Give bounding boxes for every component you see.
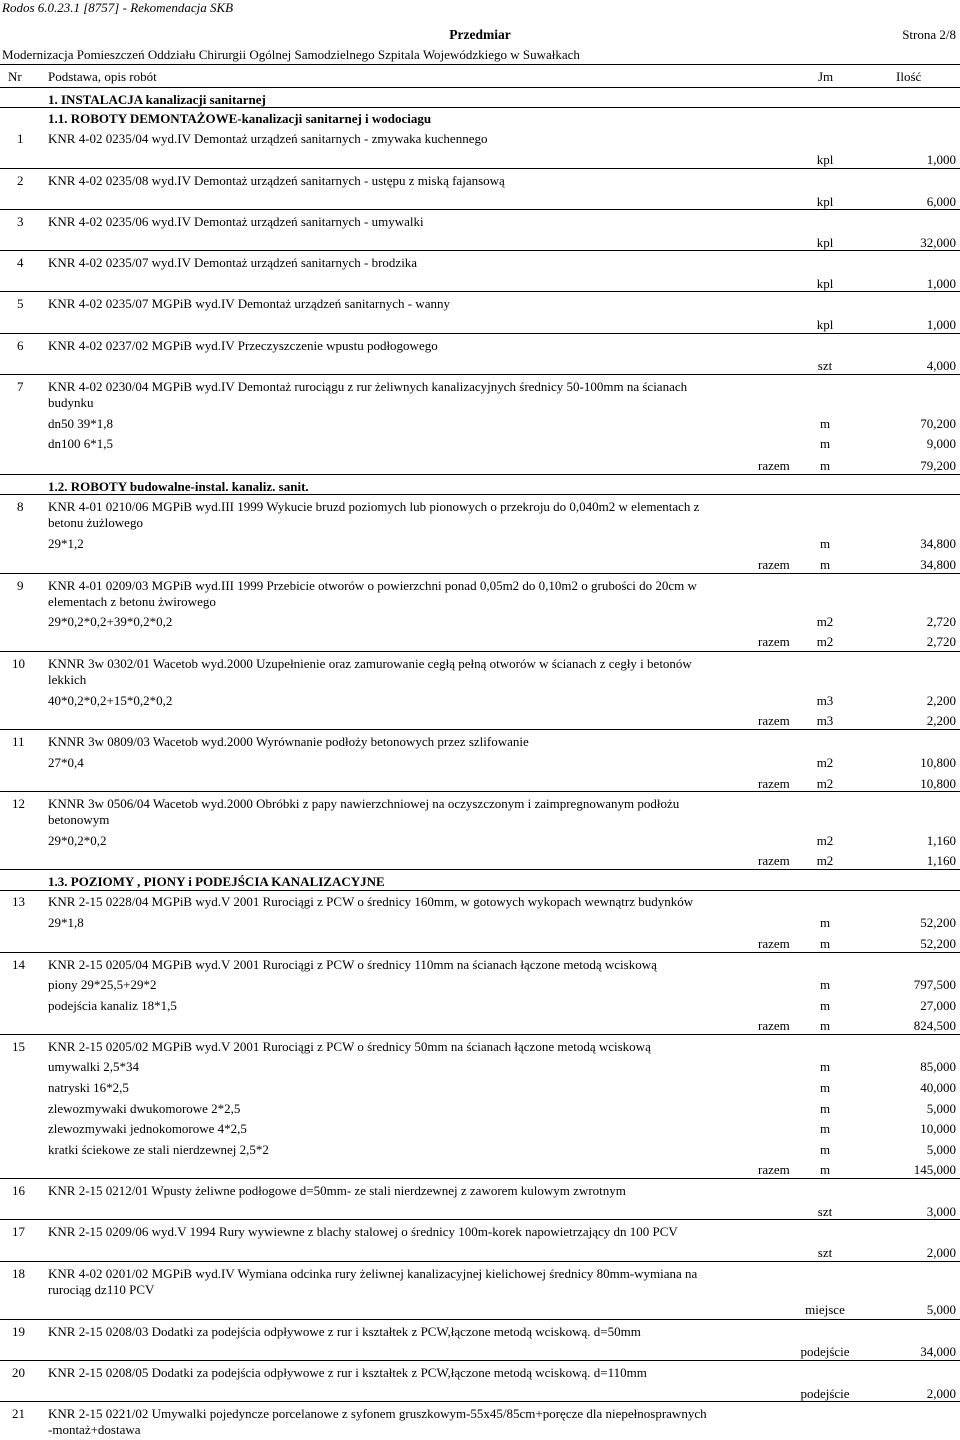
- calculation-expression: 27*0,4: [48, 755, 84, 770]
- item-number: 17: [12, 1224, 25, 1239]
- item-description: KNNR 3w 0506/04 Wacetob wyd.2000 Obróbki z papy nawierzchniowej na oczyszczonym i zaimpregnowanym podłożu: [48, 796, 680, 811]
- item-number: 16: [12, 1183, 25, 1198]
- item-unit: kpl: [816, 194, 834, 209]
- razem-label: razem: [758, 853, 790, 868]
- item-description: KNR 2-15 0205/04 MGPiB wyd.V 2001 Rurociągi z PCW o średnicy 110mm na ścianach łączone metodą wciskową: [48, 957, 657, 972]
- section-heading: 1.2. ROBOTY budowalne-instal. kanaliz. sanit.: [48, 479, 309, 494]
- razem-label: razem: [758, 713, 790, 728]
- section-heading: 1.3. POZIOMY , PIONY i PODEJŚCIA KANALIZACYJNE: [48, 874, 385, 889]
- row-divider: [0, 1319, 960, 1320]
- row-divider: [0, 729, 960, 730]
- section-heading: 1.1. ROBOTY DEMONTAŻOWE-kanalizacji sanitarnej i wodociagu: [48, 111, 432, 126]
- razem-quantity: 1,160: [926, 853, 956, 868]
- calculation-expression: natryski 16*2,5: [48, 1080, 129, 1095]
- item-description: KNR 2-15 0221/02 Umywalki pojedyncze porcelanowe z syfonem gruszkowym-55x45/85cm+poręcze dla niepełnosprawnych: [48, 1406, 707, 1421]
- calculation-unit: m: [819, 1059, 831, 1074]
- calculation-unit: m: [819, 1080, 831, 1095]
- razem-label: razem: [758, 458, 790, 473]
- calculation-unit: m: [819, 416, 831, 431]
- calculation-quantity: 52,200: [920, 915, 956, 930]
- razem-label: razem: [758, 1018, 790, 1033]
- razem-quantity: 10,800: [920, 776, 956, 791]
- item-unit: szt: [817, 358, 833, 373]
- item-description: KNR 2-15 0228/04 MGPiB wyd.V 2001 Rurociągi z PCW o średnicy 160mm, w gotowych wykopach wewnątrz budynków: [48, 894, 694, 909]
- razem-quantity: 145,000: [913, 1162, 956, 1177]
- item-description-continued: elementach z betonu żwirowego: [48, 594, 216, 609]
- item-description: KNR 4-02 0235/07 wyd.IV Demontaż urządzeń sanitarnych - brodzika: [48, 255, 418, 270]
- item-unit: podejście: [800, 1386, 850, 1401]
- item-quantity: 1,000: [926, 317, 956, 332]
- row-divider: [0, 250, 960, 251]
- calculation-quantity: 797,500: [913, 977, 956, 992]
- item-number: 18: [12, 1266, 25, 1281]
- item-unit: kpl: [816, 317, 834, 332]
- item-number: 12: [12, 796, 25, 811]
- razem-unit: m: [819, 936, 831, 951]
- item-number: 7: [17, 379, 24, 394]
- item-description: KNR 4-02 0235/07 MGPiB wyd.IV Demontaż urządzeń sanitarnych - wanny: [48, 296, 450, 311]
- item-unit: szt: [817, 1245, 833, 1260]
- item-description: KNNR 3w 0302/01 Wacetob wyd.2000 Uzupełnienie oraz zamurowanie cegłą pełną otworów w ścianach z cegły i betonów: [48, 656, 692, 671]
- header-rule: [0, 64, 960, 65]
- calculation-quantity: 27,000: [920, 998, 956, 1013]
- calculation-expression: 29*0,2*0,2+39*0,2*0,2: [48, 614, 173, 629]
- row-divider: [0, 209, 960, 210]
- row-divider: [0, 1034, 960, 1035]
- calculation-expression: 40*0,2*0,2+15*0,2*0,2: [48, 693, 173, 708]
- razem-unit: m2: [816, 776, 834, 791]
- item-number: 6: [17, 338, 24, 353]
- calculation-expression: kratki ściekowe ze stali nierdzewnej 2,5*2: [48, 1142, 269, 1157]
- row-divider: [0, 890, 960, 891]
- item-quantity: 5,000: [926, 1302, 956, 1317]
- item-description: KNR 4-02 0235/08 wyd.IV Demontaż urządzeń sanitarnych - ustępu z miską fajansową: [48, 173, 505, 188]
- column-header-quantity: Ilość: [896, 69, 922, 84]
- calculation-quantity: 2,720: [926, 614, 956, 629]
- row-divider: [0, 952, 960, 953]
- row-divider: [0, 1360, 960, 1361]
- item-number: 21: [12, 1406, 25, 1421]
- item-unit: podejście: [800, 1344, 850, 1359]
- calculation-expression: 29*1,8: [48, 915, 84, 930]
- row-divider: [0, 494, 960, 495]
- item-number: 9: [17, 578, 24, 593]
- item-quantity: 6,000: [926, 194, 956, 209]
- item-description: KNR 4-02 0230/04 MGPiB wyd.IV Demontaż rurociągu z rur żeliwnych kanalizacyjnych średnicy 50-100mm na ścianach: [48, 379, 688, 394]
- row-divider: [0, 573, 960, 574]
- item-description: KNR 2-15 0208/03 Dodatki za podejścia odpływowe z rur i kształtek z PCW,łączone metodą wciskową. d=50mm: [48, 1324, 641, 1339]
- calculation-unit: m: [819, 1101, 831, 1116]
- item-number: 1: [17, 131, 24, 146]
- item-description: KNR 4-02 0201/02 MGPiB wyd.IV Wymiana odcinka rury żeliwnej kanalizacyjnej kielichowej średnicy 80mm-wymiana na: [48, 1266, 698, 1281]
- item-quantity: 1,000: [926, 152, 956, 167]
- item-description: KNR 4-02 0237/02 MGPiB wyd.IV Przeczyszczenie wpustu podłogowego: [48, 338, 438, 353]
- item-description-continued: betonu żużlowego: [48, 515, 143, 530]
- calculation-expression: zlewozmywaki jednokomorowe 4*2,5: [48, 1121, 247, 1136]
- item-unit: kpl: [816, 152, 834, 167]
- razem-quantity: 79,200: [920, 458, 956, 473]
- item-number: 2: [17, 173, 24, 188]
- razem-label: razem: [758, 557, 790, 572]
- calculation-expression: zlewozmywaki dwukomorowe 2*2,5: [48, 1101, 241, 1116]
- page-number: Strona 2/8: [902, 27, 956, 42]
- column-header-description: Podstawa, opis robót: [48, 69, 157, 84]
- item-unit: kpl: [816, 235, 834, 250]
- project-name: Modernizacja Pomieszczeń Oddziału Chirurgii Ogólnej Samodzielnego Szpitala Wojewódzkiego w Suwałkach: [2, 47, 580, 62]
- razem-label: razem: [758, 634, 790, 649]
- column-header-rule: [0, 87, 960, 88]
- item-quantity: 2,000: [926, 1245, 956, 1260]
- razem-quantity: 824,500: [913, 1018, 956, 1033]
- calculation-quantity: 34,800: [920, 536, 956, 551]
- row-divider: [0, 374, 960, 375]
- calculation-quantity: 10,800: [920, 755, 956, 770]
- item-description: KNNR 3w 0809/03 Wacetob wyd.2000 Wyrównanie podłoży betonowych przez szlifowanie: [48, 734, 529, 749]
- razem-label: razem: [758, 776, 790, 791]
- item-number: 14: [12, 957, 25, 972]
- row-divider: [0, 651, 960, 652]
- calculation-expression: dn50 39*1,8: [48, 416, 113, 431]
- item-quantity: 34,000: [920, 1344, 956, 1359]
- calculation-quantity: 10,000: [920, 1121, 956, 1136]
- calculation-unit: m: [819, 1121, 831, 1136]
- razem-label: razem: [758, 936, 790, 951]
- calculation-unit: m: [819, 977, 831, 992]
- row-divider: [0, 107, 960, 108]
- item-number: 13: [12, 894, 25, 909]
- item-description-continued: betonowym: [48, 812, 110, 827]
- razem-quantity: 2,200: [926, 713, 956, 728]
- razem-unit: m: [819, 557, 831, 572]
- calculation-unit: m: [819, 998, 831, 1013]
- razem-unit: m2: [816, 634, 834, 649]
- calculation-expression: 29*1,2: [48, 536, 84, 551]
- item-description-continued: lekkich: [48, 672, 87, 687]
- calculation-expression: dn100 6*1,5: [48, 436, 113, 451]
- calculation-unit: m: [819, 915, 831, 930]
- item-description: KNR 2-15 0208/05 Dodatki za podejścia odpływowe z rur i kształtek z PCW,łączone metodą wciskową. d=110mm: [48, 1365, 647, 1380]
- section-heading: 1. INSTALACJA kanalizacji sanitarnej: [48, 92, 266, 107]
- row-divider: [0, 333, 960, 334]
- calculation-quantity: 85,000: [920, 1059, 956, 1074]
- row-divider: [0, 869, 960, 870]
- razem-label: razem: [758, 1162, 790, 1177]
- document-title: Przedmiar: [449, 27, 511, 42]
- razem-unit: m: [819, 1162, 831, 1177]
- item-number: 5: [17, 296, 24, 311]
- razem-quantity: 52,200: [920, 936, 956, 951]
- item-unit: kpl: [816, 276, 834, 291]
- item-number: 10: [12, 656, 25, 671]
- row-divider: [0, 791, 960, 792]
- razem-quantity: 2,720: [926, 634, 956, 649]
- row-divider: [0, 1178, 960, 1179]
- razem-unit: m: [819, 458, 831, 473]
- calculation-unit: m2: [816, 755, 834, 770]
- calculation-expression: piony 29*25,5+29*2: [48, 977, 157, 992]
- column-header-unit: Jm: [818, 69, 834, 84]
- item-number: 20: [12, 1365, 25, 1380]
- calculation-expression: podejścia kanaliz 18*1,5: [48, 998, 177, 1013]
- calculation-quantity: 9,000: [926, 436, 956, 451]
- row-divider: [0, 168, 960, 169]
- row-divider: [0, 1401, 960, 1402]
- item-description: KNR 4-01 0210/06 MGPiB wyd.III 1999 Wykucie bruzd poziomych lub pionowych o przekroju do 0,040m2 w elementach z: [48, 499, 700, 514]
- calculation-quantity: 1,160: [926, 833, 956, 848]
- column-header-nr: Nr: [8, 69, 22, 84]
- razem-unit: m: [819, 1018, 831, 1033]
- row-divider: [0, 1219, 960, 1220]
- item-description: KNR 4-01 0209/03 MGPiB wyd.III 1999 Przebicie otworów o powierzchni ponad 0,05m2 do 0,10m2 o grubości do 20cm w: [48, 578, 697, 593]
- calculation-unit: m: [819, 436, 831, 451]
- calculation-unit: m: [819, 1142, 831, 1157]
- row-divider: [0, 291, 960, 292]
- razem-unit: m3: [816, 713, 834, 728]
- item-description: KNR 4-02 0235/06 wyd.IV Demontaż urządzeń sanitarnych - umywalki: [48, 214, 424, 229]
- item-description: KNR 2-15 0209/06 wyd.V 1994 Rury wywiewne z blachy stalowej o średnicy 100m-korek napowietrzający dn 100 PCV: [48, 1224, 678, 1239]
- razem-quantity: 34,800: [920, 557, 956, 572]
- item-quantity: 4,000: [926, 358, 956, 373]
- item-quantity: 2,000: [926, 1386, 956, 1401]
- calculation-unit: m2: [816, 614, 834, 629]
- item-quantity: 1,000: [926, 276, 956, 291]
- item-number: 11: [12, 734, 25, 749]
- item-unit: miejsce: [805, 1302, 845, 1317]
- item-number: 15: [12, 1039, 25, 1054]
- razem-unit: m2: [816, 853, 834, 868]
- item-number: 8: [17, 499, 24, 514]
- row-divider: [0, 474, 960, 475]
- item-description-continued: -montaż+dostawa: [48, 1422, 141, 1437]
- calculation-quantity: 70,200: [920, 416, 956, 431]
- calculation-unit: m3: [816, 693, 834, 708]
- program-name: Rodos 6.0.23.1 [8757] - Rekomendacja SKB: [2, 0, 234, 15]
- item-unit: szt: [817, 1204, 833, 1219]
- calculation-quantity: 40,000: [920, 1080, 956, 1095]
- item-number: 4: [17, 255, 24, 270]
- item-number: 19: [12, 1324, 25, 1339]
- calculation-expression: 29*0,2*0,2: [48, 833, 107, 848]
- item-quantity: 32,000: [920, 235, 956, 250]
- row-divider: [0, 1261, 960, 1262]
- item-description: KNR 2-15 0205/02 MGPiB wyd.V 2001 Rurociągi z PCW o średnicy 50mm na ścianach łączone metodą wciskową: [48, 1039, 651, 1054]
- item-description: KNR 2-15 0212/01 Wpusty żeliwne podłogowe d=50mm- ze stali nierdzewnej z zaworem kulowym zwrotnym: [48, 1183, 626, 1198]
- item-number: 3: [17, 214, 24, 229]
- item-description: KNR 4-02 0235/04 wyd.IV Demontaż urządzeń sanitarnych - zmywaka kuchennego: [48, 131, 488, 146]
- item-quantity: 3,000: [926, 1204, 956, 1219]
- item-description-continued: budynku: [48, 395, 94, 410]
- calculation-quantity: 5,000: [926, 1101, 956, 1116]
- calculation-expression: umywalki 2,5*34: [48, 1059, 139, 1074]
- calculation-quantity: 5,000: [926, 1142, 956, 1157]
- calculation-unit: m2: [816, 833, 834, 848]
- item-description-continued: rurociąg dz110 PCV: [48, 1282, 155, 1297]
- calculation-unit: m: [819, 536, 831, 551]
- calculation-quantity: 2,200: [926, 693, 956, 708]
